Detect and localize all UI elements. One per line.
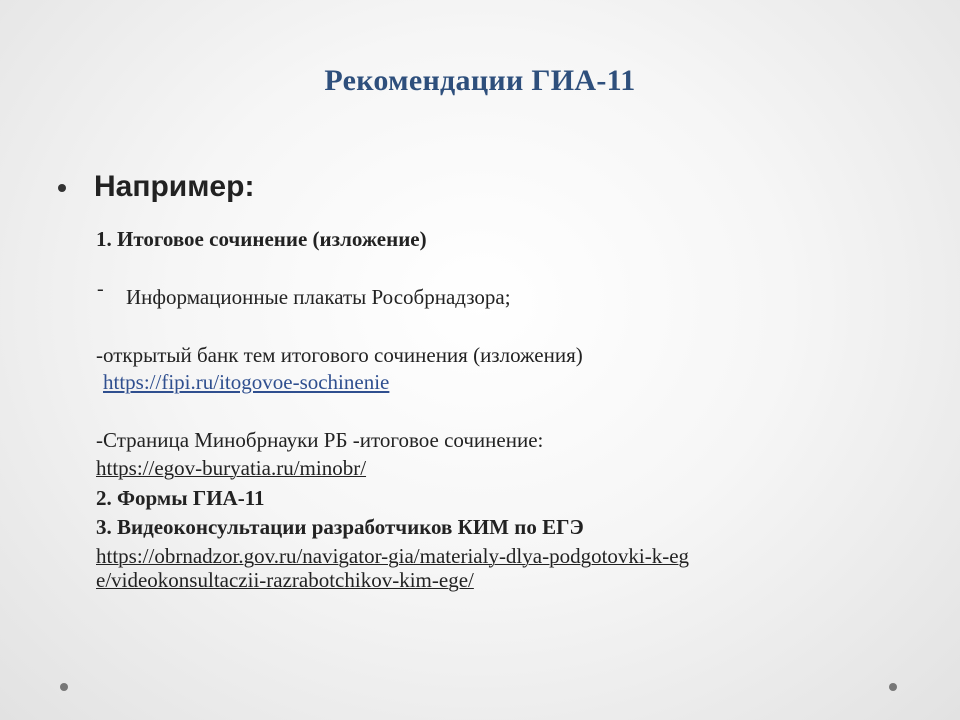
bullet-icon [58, 184, 66, 192]
dash-marker: - [97, 278, 104, 300]
obrnadzor-link-line1[interactable]: https://obrnadzor.gov.ru/navigator-gia/materialy-dlya-podgotovki-k-eg [96, 544, 690, 568]
item-2: 2. Формы ГИА-11 [96, 486, 265, 510]
posters-text: Информационные плакаты Рособрнадзора; [126, 285, 511, 309]
slide-title: Рекомендации ГИА-11 [324, 64, 636, 97]
item-3: 3. Видеоконсультации разработчиков КИМ по ЕГЭ [96, 515, 584, 539]
fipi-link[interactable]: https://fipi.ru/itogovoe-sochinenie [103, 370, 390, 394]
right-corner-dot-icon [889, 683, 897, 691]
obrnadzor-link-line2[interactable]: e/videokonsultaczii-razrabotchikov-kim-ege/ [96, 568, 474, 592]
open-bank-text: -открытый банк тем итогового сочинения (изложения) [96, 343, 583, 367]
ministry-text: -Страница Минобрнауки РБ -итоговое сочинение: [96, 428, 544, 452]
left-corner-dot-icon [60, 683, 68, 691]
item-1: 1. Итоговое сочинение (изложение) [96, 227, 427, 251]
egov-link[interactable]: https://egov-buryatia.ru/minobr/ [96, 456, 367, 480]
lead-text: Например: [94, 170, 255, 203]
